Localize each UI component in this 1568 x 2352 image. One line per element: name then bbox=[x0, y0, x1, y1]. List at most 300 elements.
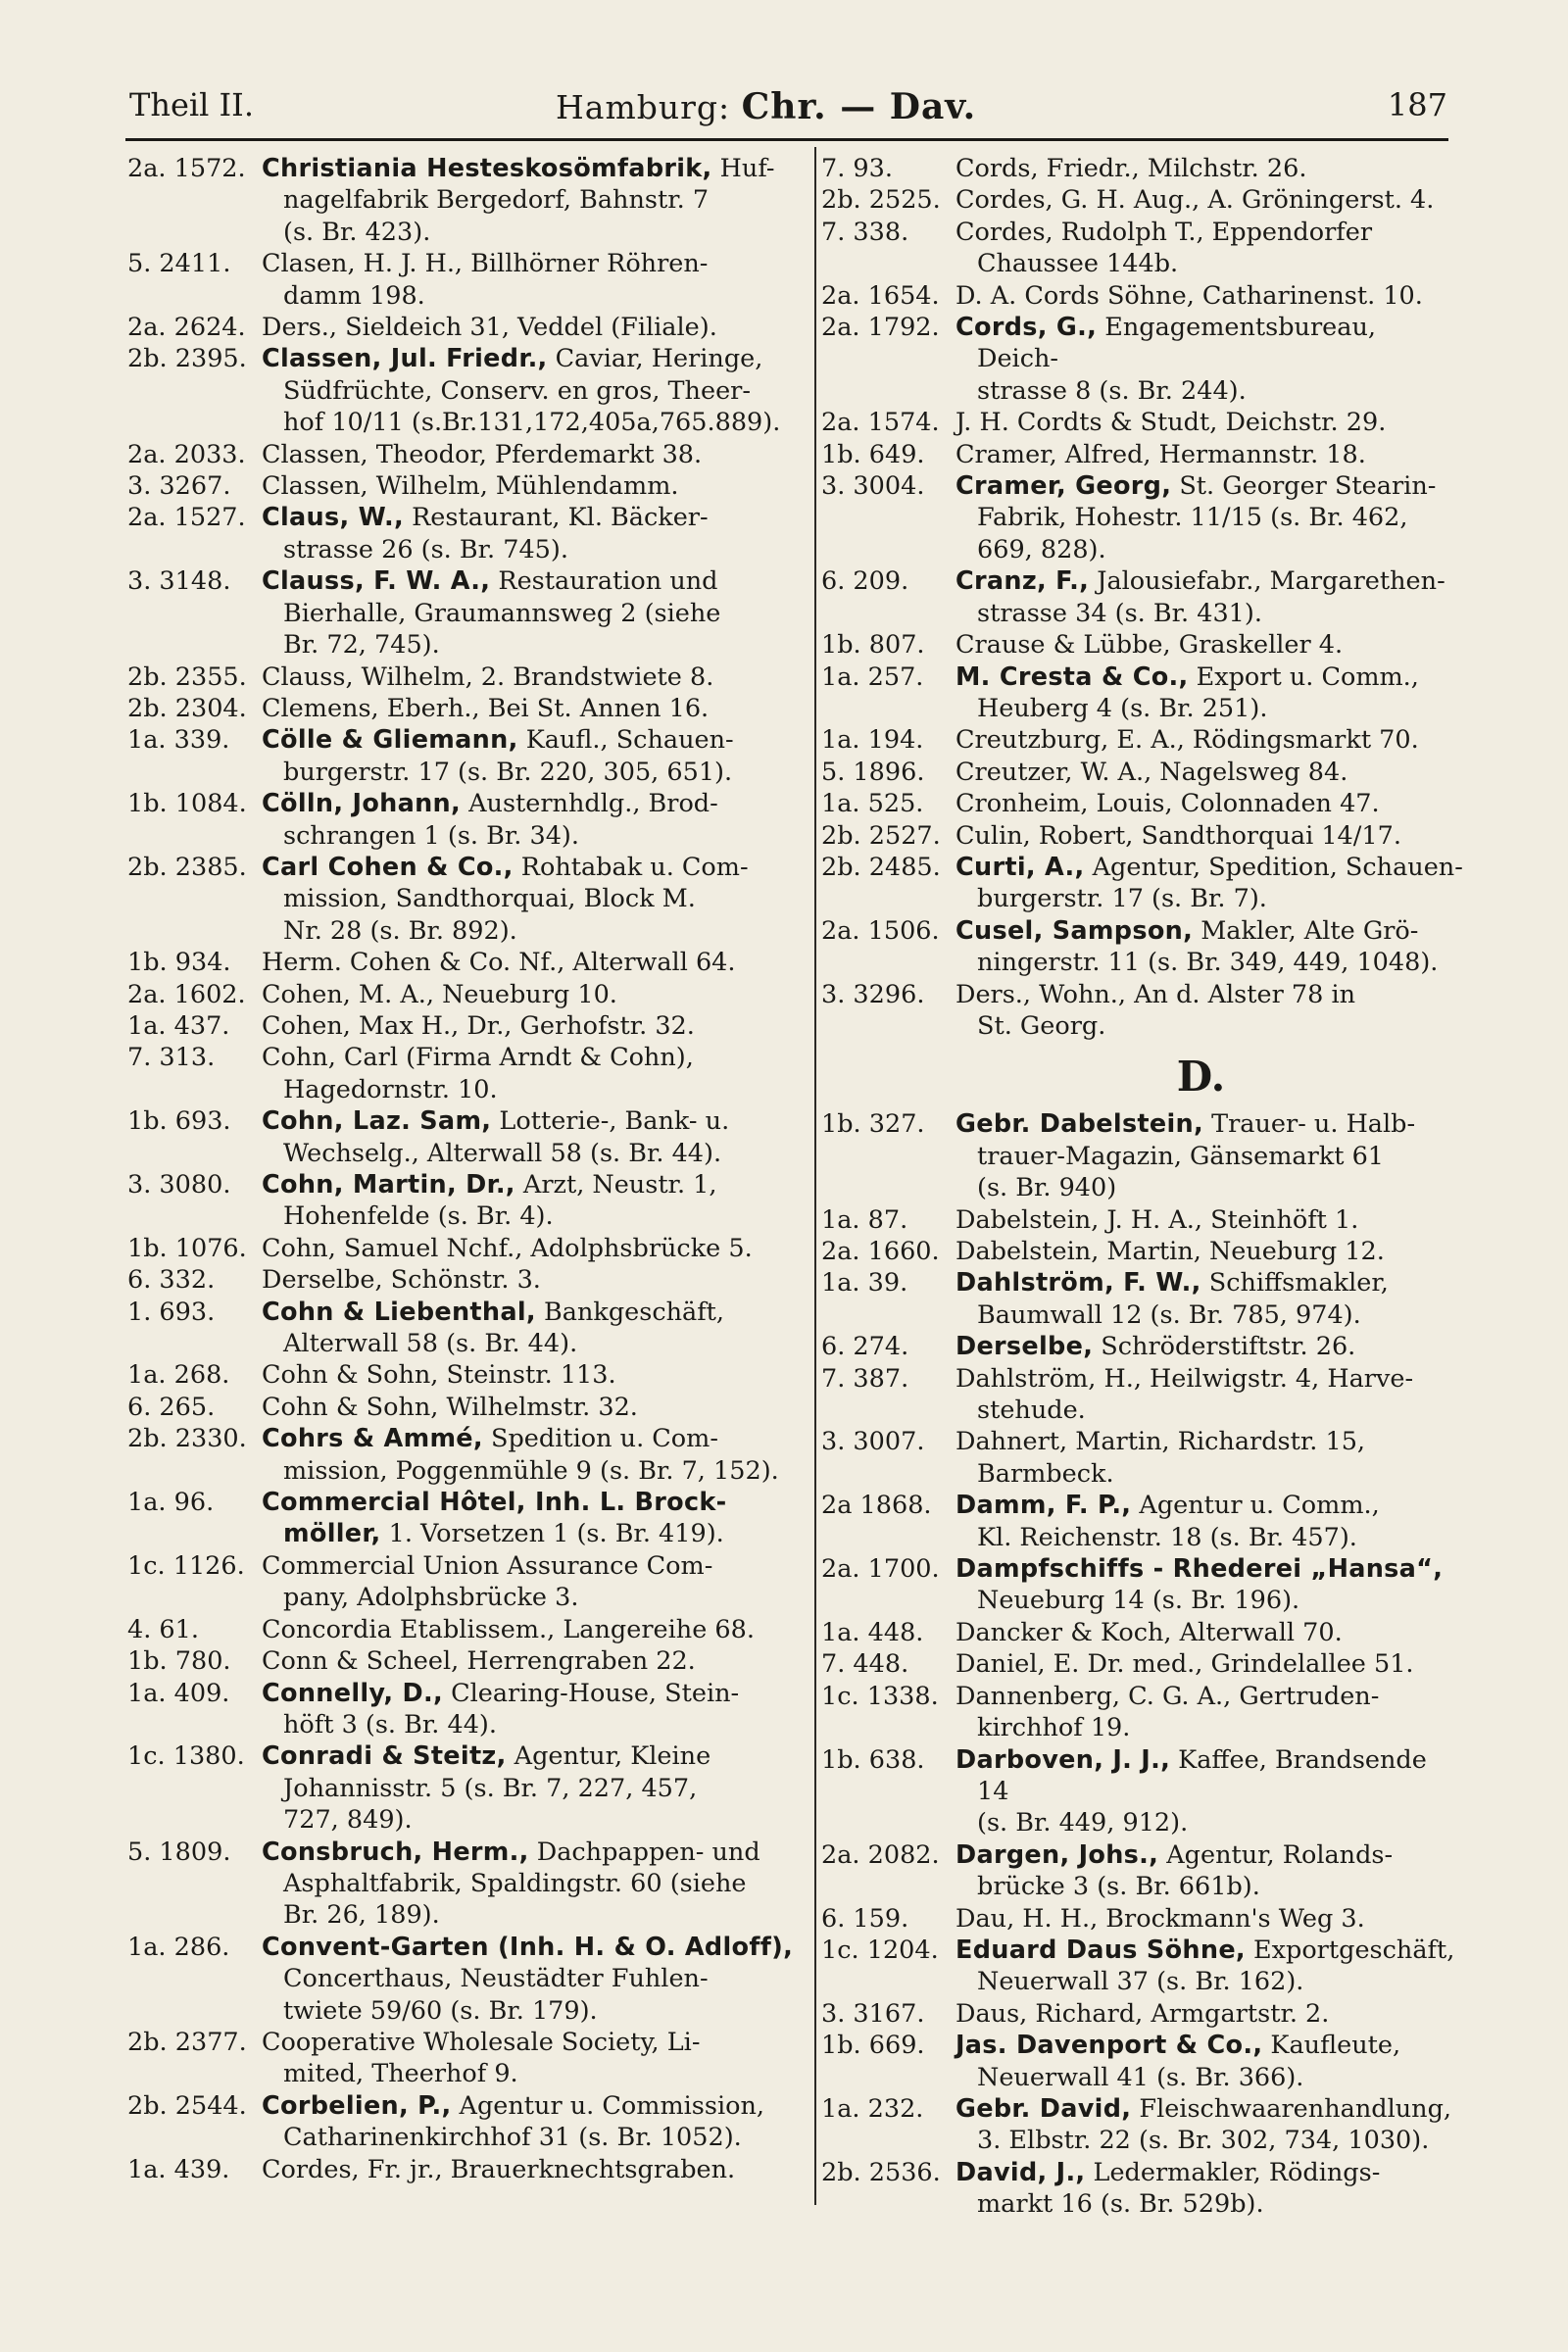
entry-name: Darboven, J. J., bbox=[956, 1744, 1171, 1775]
entry-code: 1b. 934. bbox=[127, 948, 231, 978]
entry-code: 1b. 693. bbox=[127, 1106, 231, 1137]
directory-entry bbox=[821, 629, 1463, 661]
directory-entry bbox=[821, 1363, 1463, 1427]
entry-code: 2a. 1574. bbox=[821, 408, 940, 438]
entry-code: 2a. 1792. bbox=[821, 313, 940, 343]
entry-code: 2a. 1602. bbox=[127, 979, 246, 1009]
directory-entry bbox=[821, 184, 1463, 216]
entry-text bbox=[956, 1648, 1463, 1680]
entry-code: 3. 3080. bbox=[127, 1170, 231, 1200]
entry-details: Schröderstiftstr. 26. bbox=[1093, 1332, 1356, 1362]
directory-entry bbox=[127, 1105, 794, 1169]
entry-details: Daniel, E. Dr. med., Grindelallee 51. bbox=[956, 1649, 1414, 1680]
entry-text bbox=[956, 312, 1463, 407]
entry-code: 2a. 2082. bbox=[821, 1839, 940, 1870]
entry-code: 2a. 1527. bbox=[127, 503, 246, 533]
entry-details: Daus, Richard, Armgartstr. 2. bbox=[956, 1998, 1330, 2029]
entry-name: Carl Cohen & Co., bbox=[262, 852, 514, 882]
directory-entry bbox=[821, 1553, 1463, 1617]
entry-text bbox=[956, 852, 1463, 915]
entry-text bbox=[956, 1204, 1463, 1236]
entry-code: 2b. 2355. bbox=[127, 662, 247, 692]
entry-details: J. H. Cordts & Studt, Deichstr. 29. bbox=[956, 408, 1387, 438]
entry-details: Agentur, Rolands- brücke 3 (s. Br. 661b). bbox=[977, 1839, 1394, 1902]
entry-code: 1a. 194. bbox=[821, 725, 924, 756]
entry-code: 1a. 268. bbox=[127, 1360, 230, 1391]
entry-code: 1a. 409. bbox=[127, 1678, 230, 1708]
directory-entry bbox=[127, 2027, 794, 2090]
entry-text bbox=[956, 439, 1463, 470]
entry-code: 2a. 1660. bbox=[821, 1237, 940, 1266]
entry-text bbox=[262, 2090, 794, 2154]
entry-details: Cords, Friedr., Milchstr. 26. bbox=[956, 154, 1307, 183]
entry-name: Damm, F. P., bbox=[956, 1491, 1132, 1521]
entry-text bbox=[262, 1169, 794, 1233]
entry-text bbox=[262, 343, 794, 438]
directory-entry bbox=[821, 1648, 1463, 1680]
directory-entry bbox=[821, 1108, 1463, 1203]
entry-code: 2a. 2624. bbox=[127, 313, 246, 343]
entry-code: 5. 1809. bbox=[127, 1837, 231, 1867]
directory-entry bbox=[821, 153, 1463, 184]
directory-entry bbox=[821, 1903, 1463, 1935]
directory-entry bbox=[821, 470, 1463, 565]
entry-text bbox=[262, 153, 794, 248]
entry-code: 1a. 39. bbox=[821, 1268, 908, 1298]
entry-code: 1b. 1084. bbox=[127, 789, 247, 819]
entry-details: Neueburg 14 (s. Br. 196). bbox=[977, 1586, 1300, 1616]
entry-details: Caviar, Heringe, Südfrüchte, Conserv. en gros, Theer- hof 10/11 (s.Br.131,172,405a,765.889). bbox=[283, 344, 781, 438]
entry-code: 5. 2411. bbox=[127, 249, 231, 279]
entry-text bbox=[262, 1614, 794, 1645]
entry-details: Commercial Union Assurance Com- pany, Adolphsbrücke 3. bbox=[262, 1550, 713, 1613]
entry-text bbox=[956, 788, 1463, 819]
entry-name: Cölle & Gliemann, bbox=[262, 725, 518, 756]
entry-code: 6. 209. bbox=[821, 566, 909, 597]
entry-text bbox=[956, 280, 1463, 312]
entry-code: 1b. 327. bbox=[821, 1109, 925, 1140]
entry-text bbox=[956, 1553, 1463, 1617]
entry-text bbox=[956, 1998, 1463, 2030]
entry-text bbox=[262, 979, 794, 1010]
entry-name: Cranz, F., bbox=[956, 566, 1090, 597]
entry-text bbox=[262, 852, 794, 947]
entry-text bbox=[262, 1359, 794, 1391]
directory-entry bbox=[127, 1740, 794, 1836]
entry-details: Concordia Etablissem., Langereihe 68. bbox=[262, 1614, 755, 1644]
entry-code: 1c. 1338. bbox=[821, 1681, 939, 1711]
entry-text bbox=[956, 1681, 1463, 1744]
entry-code: 1a. 339. bbox=[127, 725, 230, 756]
entry-code: 6. 159. bbox=[821, 1903, 909, 1934]
entry-details: D. A. Cords Söhne, Catharinenst. 10. bbox=[956, 280, 1423, 311]
directory-entry bbox=[127, 1423, 794, 1487]
entry-text bbox=[956, 757, 1463, 788]
entry-code: 2a. 1654. bbox=[821, 280, 940, 311]
entry-name: Eduard Daus Söhne, bbox=[956, 1935, 1246, 1965]
entry-text bbox=[956, 915, 1463, 979]
entry-text bbox=[262, 1392, 794, 1423]
entry-name: Clauss, F. W. A., bbox=[262, 566, 491, 597]
entry-details: Clearing-House, Stein- höft 3 (s. Br. 44). bbox=[283, 1678, 740, 1740]
entry-code: 1b. 1076. bbox=[127, 1233, 247, 1263]
directory-entry bbox=[127, 1392, 794, 1423]
entry-text bbox=[262, 1423, 794, 1487]
entry-text bbox=[262, 1678, 794, 1741]
entry-code: 1b. 669. bbox=[821, 2031, 925, 2061]
entry-details: Huf- nagelfabrik Bergedorf, Bahnstr. 7 (s. Br. 423). bbox=[283, 154, 775, 247]
directory-entry bbox=[821, 1426, 1463, 1490]
entry-code: 2b. 2377. bbox=[127, 2027, 247, 2057]
entry-name: Claus, W., bbox=[262, 503, 404, 533]
entry-details: Fleischwaarenhandlung, 3. Elbstr. 22 (s. Br. 302, 734, 1030). bbox=[977, 2093, 1451, 2156]
entry-text bbox=[262, 312, 794, 343]
entry-code: 1b. 780. bbox=[127, 1646, 231, 1677]
directory-entry bbox=[127, 1487, 794, 1550]
directory-entry bbox=[127, 1645, 794, 1677]
entry-text bbox=[262, 662, 794, 693]
directory-entry bbox=[127, 693, 794, 724]
directory-entry bbox=[821, 2157, 1463, 2221]
directory-entry bbox=[127, 852, 794, 947]
directory-entry bbox=[821, 2093, 1463, 2157]
entry-name: M. Cresta & Co., bbox=[956, 662, 1189, 692]
entry-text bbox=[262, 1105, 794, 1169]
entry-details: Dau, H. H., Brockmann's Weg 3. bbox=[956, 1903, 1365, 1934]
directory-entry bbox=[127, 1614, 794, 1645]
entry-text bbox=[956, 1236, 1463, 1267]
directory-entry bbox=[821, 915, 1463, 979]
entry-details: Concerthaus, Neustädter Fuhlen- twiete 59/60 (s. Br. 179). bbox=[283, 1964, 709, 2026]
entry-text bbox=[956, 1331, 1463, 1362]
entry-code: 1a. 232. bbox=[821, 2093, 924, 2124]
entry-code: 2b. 2385. bbox=[127, 852, 247, 882]
entry-details: Cohn, Carl (Firma Arndt & Cohn), Hagedornstr. 10. bbox=[262, 1043, 694, 1104]
entry-text bbox=[956, 184, 1463, 216]
entry-text bbox=[262, 1740, 794, 1836]
section-letter: D. bbox=[1176, 1053, 1226, 1102]
directory-entry bbox=[821, 820, 1463, 852]
entry-details: Dabelstein, Martin, Neueburg 12. bbox=[956, 1237, 1385, 1266]
entry-text bbox=[956, 1363, 1463, 1427]
entry-text bbox=[262, 693, 794, 724]
directory-entry bbox=[127, 470, 794, 502]
entry-details: Agentur u. Commission, Catharinenkirchhof 31 (s. Br. 1052). bbox=[283, 2090, 764, 2153]
entry-text bbox=[956, 2157, 1463, 2221]
entry-details: Lotterie-, Bank- u. Wechselg., Alterwall 58 (s. Br. 44). bbox=[283, 1106, 730, 1168]
page-header bbox=[129, 86, 1447, 135]
entry-details: Trauer- u. Halb- trauer-Magazin, Gänsemarkt 61 (s. Br. 940) bbox=[977, 1109, 1416, 1203]
directory-entry bbox=[821, 979, 1463, 1043]
entry-text bbox=[956, 1935, 1463, 1998]
entry-details: Jalousiefabr., Margarethen- strasse 34 (s. Br. 431). bbox=[977, 566, 1446, 628]
entry-code: 2b. 2485. bbox=[821, 852, 941, 882]
entry-code: 2b. 2527. bbox=[821, 820, 941, 851]
entry-text bbox=[262, 439, 794, 470]
directory-entry bbox=[127, 1264, 794, 1296]
entry-details: Cordes, G. H. Aug., A. Gröningerst. 4. bbox=[956, 185, 1435, 216]
entry-text bbox=[262, 724, 794, 788]
directory-entry bbox=[821, 280, 1463, 312]
entry-code: 6. 274. bbox=[821, 1332, 909, 1362]
entry-text bbox=[956, 629, 1463, 661]
entry-text bbox=[262, 788, 794, 852]
entry-text bbox=[262, 565, 794, 661]
right-column bbox=[821, 153, 1463, 2221]
entry-name: Cohn, Martin, Dr., bbox=[262, 1170, 515, 1200]
entry-details: Dannenberg, C. G. A., Gertruden- kirchhof 19. bbox=[956, 1681, 1380, 1743]
entry-details: Creutzburg, E. A., Rödingsmarkt 70. bbox=[956, 725, 1419, 756]
entry-code: 1b. 649. bbox=[821, 439, 925, 469]
entry-text bbox=[956, 407, 1463, 438]
entry-details: 1. Vorsetzen 1 (s. Br. 419). bbox=[380, 1519, 724, 1549]
directory-entry bbox=[821, 2030, 1463, 2093]
directory-entry bbox=[821, 217, 1463, 280]
entry-text bbox=[956, 979, 1463, 1043]
entry-name: Jas. Davenport & Co., bbox=[956, 2031, 1263, 2061]
entry-details: Dachpappen- und Asphaltfabrik, Spaldingstr. 60 (siehe Br. 26, 189). bbox=[283, 1837, 760, 1931]
directory-entry bbox=[821, 757, 1463, 788]
entry-details: Agentur u. Comm., Kl. Reichenstr. 18 (s. Br. 457). bbox=[977, 1491, 1380, 1552]
entry-name: Dargen, Johs., bbox=[956, 1839, 1159, 1870]
entry-text bbox=[956, 1744, 1463, 1839]
entry-code: 4. 61. bbox=[127, 1614, 199, 1644]
directory-entry bbox=[821, 1617, 1463, 1648]
entry-code: 7. 448. bbox=[821, 1649, 909, 1680]
column-divider bbox=[814, 147, 816, 2205]
directory-entry bbox=[821, 407, 1463, 438]
entry-text bbox=[262, 2154, 794, 2185]
entry-details: Clauss, Wilhelm, 2. Brandstwiete 8. bbox=[262, 662, 714, 692]
directory-entry bbox=[127, 724, 794, 788]
entry-details: Classen, Theodor, Pferdemarkt 38. bbox=[262, 439, 703, 469]
directory-entry bbox=[127, 1297, 794, 1360]
entry-code: 1a. 257. bbox=[821, 662, 924, 692]
entry-text bbox=[956, 820, 1463, 852]
entry-details: Cooperative Wholesale Society, Li- mited, Theerhof 9. bbox=[262, 2027, 701, 2089]
directory-entry bbox=[127, 343, 794, 438]
directory-entry bbox=[127, 662, 794, 693]
entry-details: Crause & Lübbe, Graskeller 4. bbox=[956, 630, 1344, 661]
entry-code: 7. 93. bbox=[821, 154, 893, 183]
entry-name: Cohrs & Ammé, bbox=[262, 1424, 483, 1454]
entry-text bbox=[956, 1617, 1463, 1648]
entry-details: Culin, Robert, Sandthorquai 14/17. bbox=[956, 820, 1401, 851]
directory-entry bbox=[821, 1236, 1463, 1267]
entry-details: Schiffsmakler, Baumwall 12 (s. Br. 785, 974). bbox=[977, 1268, 1389, 1330]
entry-code: 2a. 1506. bbox=[821, 915, 940, 946]
entry-text bbox=[956, 1426, 1463, 1490]
entry-code: 1a. 437. bbox=[127, 1010, 230, 1041]
entry-name: Dahlström, F. W., bbox=[956, 1268, 1201, 1298]
entry-name: Derselbe, bbox=[956, 1332, 1094, 1362]
entry-text bbox=[956, 470, 1463, 565]
entry-code: 2a 1868. bbox=[821, 1491, 932, 1521]
entry-name: David, J., bbox=[956, 2157, 1086, 2187]
entry-details: Classen, Wilhelm, Mühlendamm. bbox=[262, 471, 679, 502]
entry-text bbox=[956, 153, 1463, 184]
entry-code: 1a. 439. bbox=[127, 2154, 230, 2184]
entry-code: 1a. 525. bbox=[821, 789, 924, 819]
entry-code: 1a. 448. bbox=[821, 1617, 924, 1647]
entry-code: 1c. 1204. bbox=[821, 1935, 939, 1965]
entry-code: 1a. 286. bbox=[127, 1932, 230, 1962]
entry-name: Connelly, D., bbox=[262, 1678, 443, 1708]
entry-text bbox=[262, 1837, 794, 1932]
directory-entry bbox=[127, 1359, 794, 1391]
directory-entry bbox=[127, 2090, 794, 2154]
directory-entry bbox=[127, 1010, 794, 1042]
entry-text bbox=[262, 2027, 794, 2090]
entry-details: Kaffee, Brandsende 14 (s. Br. 449, 912). bbox=[977, 1744, 1427, 1838]
entry-details: Cohn & Sohn, Wilhelmstr. 32. bbox=[262, 1392, 638, 1422]
entry-details: Export u. Comm., Heuberg 4 (s. Br. 251). bbox=[977, 662, 1419, 723]
entry-name: Dampfschiffs - Rhederei „Hansa“, bbox=[956, 1554, 1444, 1585]
directory-entry bbox=[821, 1935, 1463, 1998]
directory-entry bbox=[821, 1204, 1463, 1236]
entry-code: 2b. 2304. bbox=[127, 693, 247, 723]
entry-code: 1a. 96. bbox=[127, 1488, 215, 1518]
entry-code: 2b. 2536. bbox=[821, 2157, 941, 2187]
directory-entry bbox=[127, 947, 794, 978]
entry-code: 2a. 1572. bbox=[127, 154, 246, 183]
directory-entry bbox=[821, 1681, 1463, 1744]
entry-details: Bankgeschäft, Alterwall 58 (s. Br. 44). bbox=[283, 1297, 725, 1359]
entry-code: 3. 3148. bbox=[127, 566, 231, 597]
entry-code: 1. 693. bbox=[127, 1297, 216, 1327]
entry-details: Makler, Alte Grö- ningerstr. 11 (s. Br. 349, 449, 1048). bbox=[977, 915, 1439, 978]
entry-name: Corbelien, P., bbox=[262, 2090, 452, 2121]
entry-text bbox=[262, 502, 794, 565]
entry-name: Cords, G., bbox=[956, 313, 1098, 343]
directory-entry bbox=[127, 979, 794, 1010]
entry-details: Clemens, Eberh., Bei St. Annen 16. bbox=[262, 693, 710, 723]
directory-entry bbox=[821, 1998, 1463, 2030]
entry-text bbox=[956, 724, 1463, 756]
entry-code: 3. 3167. bbox=[821, 1998, 925, 2029]
entry-code: 1b. 638. bbox=[821, 1744, 925, 1775]
entry-details: St. Georger Stearin- Fabrik, Hohestr. 11/15 (s. Br. 462, 669, 828). bbox=[977, 471, 1437, 564]
left-column bbox=[127, 153, 794, 2185]
entry-name: Cohn, Laz. Sam, bbox=[262, 1106, 492, 1137]
directory-entry bbox=[821, 565, 1463, 629]
entry-text bbox=[262, 1487, 794, 1550]
entry-code: 1c. 1380. bbox=[127, 1741, 245, 1772]
entry-details: Ledermakler, Rödings- markt 16 (s. Br. 529b). bbox=[977, 2157, 1381, 2220]
entry-details: Cramer, Alfred, Hermannstr. 18. bbox=[956, 439, 1366, 469]
entry-details: Dahlström, H., Heilwigstr. 4, Harve- stehude. bbox=[956, 1363, 1414, 1426]
entry-text bbox=[956, 1108, 1463, 1203]
entry-details: Kaufleute, Neuerwall 41 (s. Br. 366). bbox=[977, 2031, 1401, 2092]
directory-entry bbox=[127, 1233, 794, 1264]
entry-details: Creutzer, W. A., Nagelsweg 84. bbox=[956, 757, 1348, 787]
entry-name: Gebr. Dabelstein, bbox=[956, 1109, 1203, 1140]
entry-details: Cohen, Max H., Dr., Gerhofstr. 32. bbox=[262, 1010, 695, 1041]
entry-text bbox=[956, 1839, 1463, 1903]
directory-entry bbox=[127, 1837, 794, 1932]
directory-entry bbox=[821, 439, 1463, 470]
section-label: Theil II. bbox=[129, 86, 254, 123]
entry-code: 2a. 1700. bbox=[821, 1554, 940, 1585]
entry-name: Christiania Hesteskosömfabrik, bbox=[262, 154, 712, 183]
entry-text bbox=[262, 1297, 794, 1360]
directory-entry bbox=[127, 312, 794, 343]
entry-text bbox=[956, 1903, 1463, 1935]
name-range: Chr. — Dav. bbox=[741, 86, 977, 127]
entry-text bbox=[956, 565, 1463, 629]
entry-text bbox=[262, 947, 794, 978]
entry-details: Agentur, Spedition, Schauen- burgerstr. 17 (s. Br. 7). bbox=[977, 852, 1463, 914]
page-number: 187 bbox=[1387, 86, 1447, 123]
directory-entry bbox=[821, 1331, 1463, 1362]
entry-details: Exportgeschäft, Neuerwall 37 (s. Br. 162). bbox=[977, 1935, 1455, 1997]
running-title bbox=[556, 86, 976, 127]
entry-details: Engagementsbureau, Deich- strasse 8 (s. Br. 244). bbox=[977, 313, 1376, 406]
entry-details: Restaurant, Kl. Bäcker- strasse 26 (s. Br. 745). bbox=[283, 503, 709, 564]
directory-entry bbox=[127, 502, 794, 565]
entry-details: Arzt, Neustr. 1, Hohenfelde (s. Br. 4). bbox=[283, 1170, 717, 1232]
entry-name: Cohn & Liebenthal, bbox=[262, 1297, 536, 1327]
entry-details: Cohn, Samuel Nchf., Adolphsbrücke 5. bbox=[262, 1233, 753, 1263]
entry-code: 1a. 87. bbox=[821, 1204, 908, 1235]
entry-details: Cohen, M. A., Neueburg 10. bbox=[262, 979, 617, 1009]
entry-text bbox=[956, 2030, 1463, 2093]
directory-entry bbox=[821, 1267, 1463, 1331]
directory-entry bbox=[821, 724, 1463, 756]
entry-details: Agentur, Kleine Johannisstr. 5 (s. Br. 7, 227, 457, 727, 849). bbox=[283, 1741, 711, 1836]
entry-details: Ders., Wohn., An d. Alster 78 in St. Georg. bbox=[956, 979, 1356, 1041]
entry-text bbox=[262, 1233, 794, 1264]
directory-entry bbox=[127, 565, 794, 661]
entry-text bbox=[262, 1264, 794, 1296]
entry-details: Dabelstein, J. H. A., Steinhöft 1. bbox=[956, 1204, 1359, 1235]
directory-entry bbox=[127, 1169, 794, 1233]
directory-entry bbox=[127, 1550, 794, 1614]
entry-code: 6. 332. bbox=[127, 1265, 216, 1296]
entry-text bbox=[956, 662, 1463, 725]
entry-text bbox=[262, 248, 794, 312]
directory-entry bbox=[127, 1678, 794, 1741]
entry-details: Kaufl., Schauen- burgerstr. 17 (s. Br. 220, 305, 651). bbox=[283, 725, 734, 787]
entry-text bbox=[262, 470, 794, 502]
entry-text bbox=[956, 2093, 1463, 2157]
entry-code: 3. 3007. bbox=[821, 1427, 925, 1457]
entry-code: 6. 265. bbox=[127, 1392, 216, 1422]
entry-text bbox=[956, 217, 1463, 280]
directory-entry bbox=[127, 788, 794, 852]
entry-details: Herm. Cohen & Co. Nf., Alterwall 64. bbox=[262, 948, 736, 978]
entry-details: Spedition u. Com- mission, Poggenmühle 9 (s. Br. 7, 152). bbox=[283, 1424, 779, 1486]
entry-details: Dahnert, Martin, Richardstr. 15, Barmbeck. bbox=[956, 1427, 1366, 1489]
entry-code: 2b. 2544. bbox=[127, 2090, 247, 2121]
entry-name: Commercial Hôtel, Inh. L. Brock- möller, bbox=[262, 1488, 727, 1549]
entry-code: 1c. 1126. bbox=[127, 1550, 245, 1581]
directory-entry bbox=[821, 1744, 1463, 1839]
entry-text bbox=[262, 1550, 794, 1614]
entry-name: Cramer, Georg, bbox=[956, 471, 1172, 502]
entry-text bbox=[262, 1042, 794, 1105]
directory-entry bbox=[127, 439, 794, 470]
city-label: Hamburg: bbox=[556, 88, 731, 126]
directory-entry bbox=[127, 1932, 794, 2027]
entry-name: Consbruch, Herm., bbox=[262, 1837, 529, 1867]
entry-code: 7. 338. bbox=[821, 217, 909, 247]
entry-text bbox=[956, 1490, 1463, 1553]
directory-entry bbox=[127, 2154, 794, 2185]
entry-details: Ders., Sieldeich 31, Veddel (Filiale). bbox=[262, 313, 717, 343]
entry-name: Cusel, Sampson, bbox=[956, 915, 1194, 946]
directory-entry bbox=[821, 312, 1463, 407]
